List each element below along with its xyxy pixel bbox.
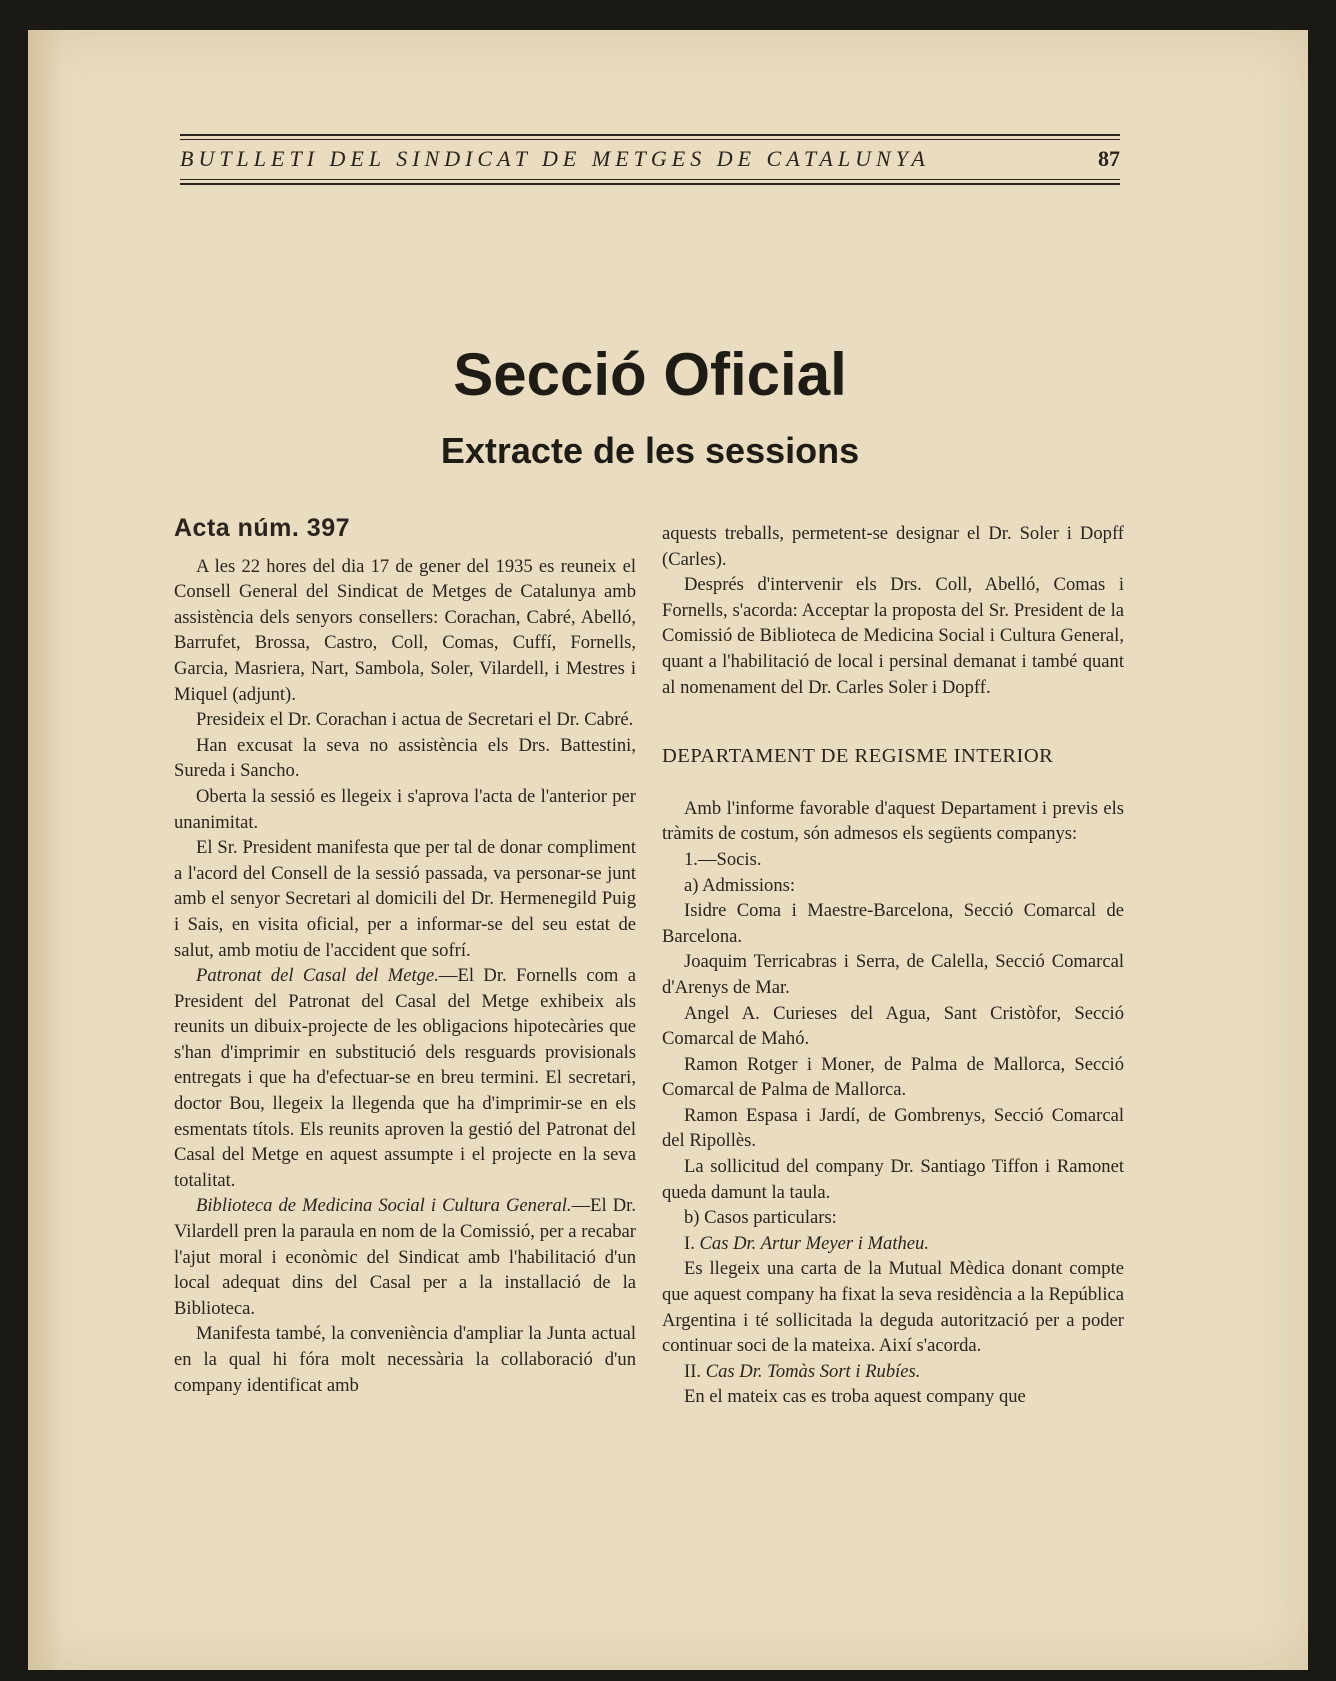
paragraph: Angel A. Curieses del Agua, Sant Cristòfor, Secció Comarcal de Mahó. [662,1002,1124,1050]
paragraph-text: —El Dr. Fornells com a President del Patronat del Casal del Metge exhibeix als reunits un dibuix-projecte de les obligacions hipotecàries que s'han d'imprimir en substitució dels resguards provisionals entregats i que ha d'efectuar-se en breu termini. El secretari, doctor Bou, llegeix la llegenda que ha d'imprimir-se en els esmentats títols. Els reunits aproven la gestió del Patronat del Casal del Metge en aquest assumpte i el projecte en la seva totalitat. [174,965,636,1191]
paragraph: Han excusat la seva no assistència els Drs. Battestini, Sureda i Sancho. [174,734,636,782]
paragraph-text: —El Dr. Vilardell pren la paraula en nom de la Comissió, per a recabar l'ajut moral i econòmic del Sindicat amb l'habilitació d'un local adequat dins del Casal per a la installació de la Biblioteca. [174,1195,636,1319]
paragraph: Es llegeix una carta de la Mutual Mèdica donant compte que aquest company ha fixat la seva residència a la República Argentina i té sollicitada la deguda autorització per a poder continuar soci de la mateixa. Així s'acorda. [662,1258,1124,1357]
paragraph [174,1193,636,1321]
paragraph: Ramon Espasa i Jardí, de Gombrenys, Secció Comarcal del Ripollès. [662,1104,1124,1152]
paragraph: Manifesta també, la conveniència d'ampliar la Junta actual en la qual hi fóra molt necessària la collaboració d'un company identificat amb [174,1323,636,1396]
left-column [174,516,636,1398]
paragraph: aquests treballs, permetent-se designar el Dr. Soler i Dopff (Carles). [662,523,1124,570]
header-bar [180,140,1120,176]
paragraph: Oberta la sessió es llegeix i s'aprova l'acta de l'anterior per unanimitat. [174,785,636,833]
paragraph: Ramon Rotger i Moner, de Palma de Mallorca, Secció Comarcal de Palma de Mallorca. [662,1053,1124,1101]
header-rule-bottom [180,183,1120,185]
acta-heading: Acta núm. 397 [174,514,351,542]
document-page [28,30,1308,1670]
paragraph: b) Casos particulars: [684,1207,837,1229]
right-column [662,521,1124,1410]
paragraph: A les 22 hores del dia 17 de gener del 1935 es reuneix el Consell General del Sindicat de Metges de Catalunya amb assistència dels senyors consellers: Corachan, Cabré, Abelló, Barrufet, Brossa, Castro, Coll, Comas, Cuffí, Fornells, Garcia, Masriera, Nart, Sambola, Soler, Vilardell, i Mestres i Miquel (adjunt). [174,555,636,705]
case-title: Cas Dr. Tomàs Sort i Rubíes. [705,1360,921,1382]
page-number: 87 [1098,146,1120,171]
paragraph: Amb l'informe favorable d'aquest Departament i previs els tràmits de costum, són admesos els següents companys: [662,797,1124,845]
paragraph-heading: Patronat del Casal del Metge. [196,965,439,987]
department-heading: DEPARTAMENT DE REGISME INTERIOR [662,745,1054,768]
paragraph: Isidre Coma i Maestre-Barcelona, Secció Comarcal de Barcelona. [662,900,1124,947]
section-subtitle: Extracte de les sessions [440,430,860,471]
paragraph [662,1359,1124,1385]
paragraph: 1.—Socis. [684,848,762,870]
paragraph [174,963,636,1193]
case-number: I. [684,1232,695,1254]
header-rule-top [180,134,1120,136]
case-title: Cas Dr. Artur Meyer i Matheu. [699,1232,929,1254]
header-rule-bottom-thin [180,179,1120,180]
paragraph: a) Admissions: [684,874,796,896]
paragraph: Joaquim Terricabras i Serra, de Calella, Secció Comarcal d'Arenys de Mar. [662,951,1124,998]
paragraph-heading: Biblioteca de Medicina Social i Cultura General. [196,1195,572,1217]
running-header [180,134,1120,185]
paragraph: En el mateix cas es troba aquest company que [684,1386,1026,1408]
paragraph: El Sr. President manifesta que per tal de donar compliment a l'acord del Consell de la sessió passada, va personar-se junt amb el senyor Secretari al domicili del Dr. Hermenegild Puig i Sais, en visita oficial, per a informar-se del seu estat de salut, amb motiu de l'accident que sofrí. [174,837,636,961]
case-number: II. [684,1360,702,1382]
paragraph [662,1231,1124,1257]
paragraph: La sollicitud del company Dr. Santiago Tiffon i Ramonet queda damunt la taula. [662,1156,1124,1203]
paragraph: Presideix el Dr. Corachan i actua de Secretari el Dr. Cabré. [196,709,634,731]
journal-title: BUTLLETI DEL SINDICAT DE METGES DE CATALUNYA [180,146,930,171]
paragraph: Després d'intervenir els Drs. Coll, Abelló, Comas i Fornells, s'acorda: Acceptar la proposta del Sr. President de la Comissió de Biblioteca de Medicina Social i Cultura General, quant a l'habilitació de local i persinal demanat i també quant al nomenament del Dr. Carles Soler i Dopff. [662,574,1124,698]
section-title: Secció Oficial [453,341,847,408]
